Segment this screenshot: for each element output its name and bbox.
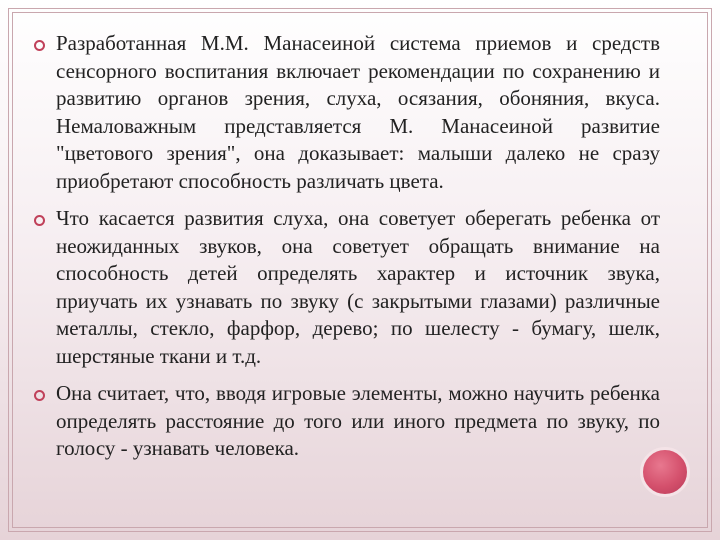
ring-bullet-icon: [34, 215, 45, 226]
bullet-item: [32, 205, 660, 370]
bullet-item: [32, 30, 660, 195]
decorative-circle: [640, 447, 690, 497]
slide-body: [32, 30, 660, 473]
frame-border-bottom-outer: [8, 531, 712, 532]
frame-border-right-inner: [707, 12, 708, 528]
bullet-text: Она считает, что, вводя игровые элементы, можно научить ребенка определять расстояние до того или иного предмета по звуку, по голосу - узнавать человека.: [56, 381, 660, 460]
frame-border-top-outer: [8, 8, 712, 9]
bullet-text: Что касается развития слуха, она советует оберегать ребенка от неожиданных звуков, она советует обращать внимание на способность детей определять характер и источник звука, приучать их узнавать по звуку (с закрытыми глазами) различные металлы, стекло, фарфор, дерево; по шелесту - бумагу, шелк, шерстяные ткани и т.д.: [56, 206, 660, 368]
frame-border-left-inner: [12, 12, 13, 528]
bullet-text: Разработанная М.М. Манасеиной система приемов и средств сенсорного воспитания включает рекомендации по сохранению и развитию органов зрения, слуха, осязания, обоняния, вкуса. Немаловажным представляется М. Манасеиной развитие "цветового зрения", она доказывает: малыши далеко не сразу приобретают способность различать цвета.: [56, 31, 660, 193]
ring-bullet-icon: [34, 40, 45, 51]
bullet-item: [32, 380, 660, 463]
frame-border-top-inner: [12, 12, 708, 13]
frame-border-right-outer: [711, 8, 712, 532]
ring-bullet-icon: [34, 390, 45, 401]
frame-border-bottom-inner: [12, 527, 708, 528]
frame-border-left-outer: [8, 8, 9, 532]
